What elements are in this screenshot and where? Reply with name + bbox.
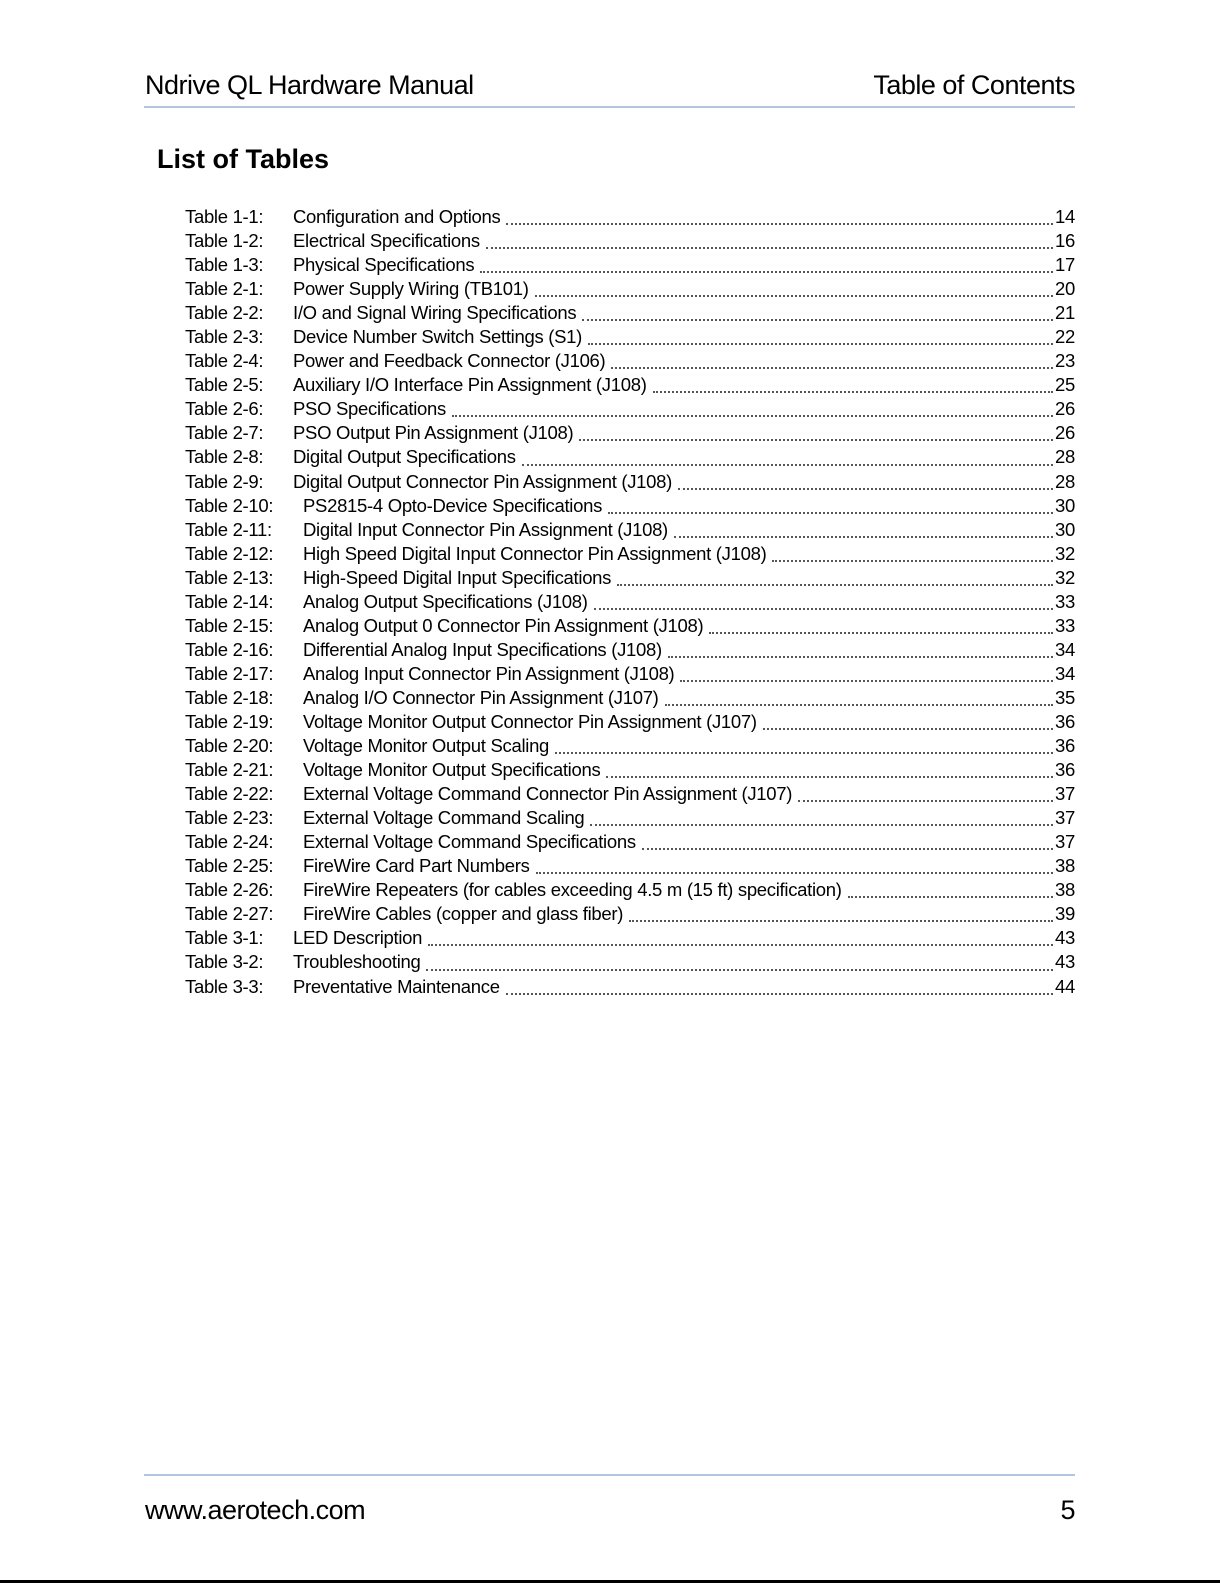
page-number: 20 (1055, 278, 1075, 300)
dot-leader (629, 920, 1053, 922)
table-number: Table 2-12: (185, 542, 274, 564)
page-title: List of Tables (157, 144, 330, 174)
toc-entry[interactable] (185, 542, 1075, 566)
dot-leader (772, 560, 1053, 562)
dot-leader (426, 969, 1053, 971)
toc-entry[interactable] (185, 902, 1075, 926)
page-number: 28 (1055, 470, 1075, 492)
toc-entry[interactable] (185, 205, 1075, 229)
table-number: Table 2-9: (185, 470, 264, 492)
dot-leader (668, 656, 1053, 658)
toc-entry[interactable] (185, 662, 1075, 686)
table-number: Table 3-2: (185, 951, 264, 973)
dot-leader (606, 776, 1053, 778)
table-number: Table 2-16: (185, 638, 274, 660)
table-number: Table 2-21: (185, 759, 274, 781)
toc-entry[interactable] (185, 686, 1075, 710)
table-number: Table 2-4: (185, 350, 264, 372)
table-title[interactable]: FireWire Card Part Numbers (303, 855, 530, 877)
table-title[interactable]: Preventative Maintenance (293, 975, 500, 997)
page-number: 26 (1055, 422, 1075, 444)
table-title[interactable]: Configuration and Options (293, 206, 501, 227)
toc-entry[interactable] (185, 782, 1075, 806)
toc-entry[interactable] (185, 494, 1075, 518)
table-title[interactable]: Device Number Switch Settings (S1) (293, 326, 582, 348)
table-title[interactable]: Troubleshooting (293, 951, 421, 973)
table-number: Table 1-1: (185, 206, 264, 227)
table-number: Table 2-6: (185, 398, 264, 420)
dot-leader (522, 464, 1053, 466)
page-number: 34 (1055, 638, 1075, 660)
page-number: 37 (1055, 783, 1075, 805)
table-number: Table 2-15: (185, 614, 274, 636)
toc-entry[interactable] (185, 421, 1075, 445)
dot-leader (506, 223, 1053, 225)
dot-leader (588, 343, 1053, 345)
toc-entry[interactable] (185, 253, 1075, 277)
dot-leader (665, 704, 1053, 706)
page-number: 21 (1055, 302, 1075, 324)
page-number: 22 (1055, 326, 1075, 348)
table-title[interactable]: Physical Specifications (293, 254, 475, 276)
table-title[interactable]: Digital Output Connector Pin Assignment (J108) (293, 470, 673, 492)
dot-leader (579, 439, 1053, 441)
page-number: 43 (1055, 951, 1075, 973)
dot-leader (674, 536, 1053, 538)
page-number: 33 (1055, 614, 1075, 636)
table-title[interactable]: High Speed Digital Input Connector Pin Assignment (J108) (303, 542, 767, 564)
table-title[interactable]: External Voltage Command Connector Pin Assignment (J107) (303, 783, 793, 805)
table-title[interactable]: Analog Output 0 Connector Pin Assignment (J108) (303, 614, 704, 636)
page-number: 16 (1055, 230, 1075, 252)
page-number: 36 (1055, 759, 1075, 781)
dot-leader (555, 752, 1053, 754)
page-number: 44 (1055, 975, 1075, 997)
table-title[interactable]: External Voltage Command Scaling (303, 807, 585, 829)
table-title[interactable]: PSO Output Pin Assignment (J108) (293, 422, 574, 444)
page-number: 30 (1055, 518, 1075, 540)
toc-entry[interactable] (185, 566, 1075, 590)
toc-entry[interactable] (185, 638, 1075, 662)
dot-leader (506, 993, 1053, 995)
page-number: 38 (1055, 879, 1075, 901)
table-number: Table 2-10: (185, 494, 274, 516)
toc-entry[interactable] (185, 758, 1075, 782)
table-title[interactable]: External Voltage Command Specifications (303, 831, 636, 853)
table-number: Table 2-8: (185, 446, 264, 468)
table-number: Table 2-25: (185, 855, 274, 877)
table-number: Table 2-3: (185, 326, 264, 348)
page-number: 28 (1055, 446, 1075, 468)
dot-leader (709, 632, 1053, 634)
footer-divider (144, 1474, 1075, 1476)
dot-leader (678, 488, 1053, 490)
dot-leader (680, 680, 1053, 682)
table-title[interactable]: Differential Analog Input Specifications (J108) (303, 638, 662, 660)
toc-entry[interactable] (185, 614, 1075, 638)
dot-leader (653, 391, 1053, 393)
page-number: 32 (1055, 542, 1075, 564)
page-number: 39 (1055, 903, 1075, 925)
toc-entry[interactable] (185, 806, 1075, 830)
toc-entry[interactable] (185, 373, 1075, 397)
table-number: Table 2-23: (185, 807, 274, 829)
toc-entry[interactable] (185, 710, 1075, 734)
page-number: 37 (1055, 831, 1075, 853)
toc-entry[interactable] (185, 734, 1075, 758)
table-number: Table 2-5: (185, 374, 264, 396)
table-number: Table 2-19: (185, 710, 274, 732)
page-number: 36 (1055, 710, 1075, 732)
dot-leader (594, 608, 1053, 610)
table-number: Table 2-20: (185, 735, 274, 757)
table-number: Table 3-3: (185, 975, 264, 997)
page-number: 26 (1055, 398, 1075, 420)
toc-entry[interactable] (185, 830, 1075, 854)
page-number: 43 (1055, 927, 1075, 949)
page-number: 17 (1055, 254, 1075, 276)
table-title[interactable]: High-Speed Digital Input Specifications (303, 566, 612, 588)
table-number: Table 2-26: (185, 879, 274, 901)
dot-leader (535, 295, 1053, 297)
toc-entry[interactable] (185, 950, 1075, 974)
table-title[interactable]: Analog I/O Connector Pin Assignment (J107) (303, 686, 659, 708)
page-number: 23 (1055, 350, 1075, 372)
page-number: 25 (1055, 374, 1075, 396)
toc-entry[interactable] (185, 878, 1075, 902)
page-number: 34 (1055, 662, 1075, 684)
page-number: 33 (1055, 590, 1075, 612)
footer-website: www.aerotech.com (145, 1495, 366, 1525)
toc-entry[interactable] (185, 518, 1075, 542)
table-title[interactable]: Digital Output Specifications (293, 446, 516, 468)
table-title[interactable]: Power Supply Wiring (TB101) (293, 278, 529, 300)
table-number: Table 3-1: (185, 927, 264, 949)
dot-leader (536, 872, 1053, 874)
toc-entry[interactable] (185, 854, 1075, 878)
table-number: Table 2-22: (185, 783, 274, 805)
page-number: 32 (1055, 566, 1075, 588)
dot-leader (617, 584, 1053, 586)
table-title[interactable]: Voltage Monitor Output Specifications (303, 759, 601, 781)
header-divider (144, 106, 1075, 108)
table-title[interactable]: Power and Feedback Connector (J106) (293, 350, 606, 372)
section-title: Table of Contents (873, 70, 1075, 100)
table-number: Table 2-1: (185, 278, 264, 300)
table-title[interactable]: FireWire Repeaters (for cables exceeding 4.5 m (15 ft) specification) (303, 879, 842, 901)
toc-entry[interactable] (185, 277, 1075, 301)
toc-entry[interactable] (185, 926, 1075, 950)
list-of-tables (185, 205, 1075, 999)
table-number: Table 2-2: (185, 302, 264, 324)
table-title[interactable]: Analog Input Connector Pin Assignment (J108) (303, 662, 675, 684)
dot-leader (642, 848, 1053, 850)
table-number: Table 2-11: (185, 518, 272, 540)
dot-leader (848, 896, 1053, 898)
footer-page-number: 5 (1060, 1495, 1075, 1525)
dot-leader (428, 944, 1053, 946)
table-number: Table 2-14: (185, 590, 274, 612)
table-number: Table 2-24: (185, 831, 274, 853)
toc-entry[interactable] (185, 470, 1075, 494)
table-number: Table 2-13: (185, 566, 274, 588)
table-title[interactable]: PSO Specifications (293, 398, 446, 420)
table-number: Table 2-17: (185, 662, 274, 684)
manual-title: Ndrive QL Hardware Manual (145, 70, 474, 100)
dot-leader (590, 824, 1053, 826)
page-number: 37 (1055, 807, 1075, 829)
toc-entry[interactable] (185, 445, 1075, 469)
dot-leader (608, 512, 1053, 514)
toc-entry[interactable] (185, 301, 1075, 325)
toc-entry[interactable] (185, 349, 1075, 373)
table-number: Table 1-2: (185, 230, 264, 252)
page-number: 14 (1055, 206, 1075, 227)
table-title[interactable]: Digital Input Connector Pin Assignment (J108) (303, 518, 668, 540)
table-title[interactable]: Voltage Monitor Output Scaling (303, 735, 550, 757)
page-number: 38 (1055, 855, 1075, 877)
table-number: Table 2-27: (185, 903, 274, 925)
dot-leader (763, 728, 1053, 730)
table-title[interactable]: LED Description (293, 927, 423, 949)
dot-leader (452, 415, 1053, 417)
dot-leader (480, 271, 1053, 273)
table-title[interactable]: FireWire Cables (copper and glass fiber) (303, 903, 624, 925)
toc-entry[interactable] (185, 397, 1075, 421)
table-title[interactable]: Voltage Monitor Output Connector Pin Assignment (J107) (303, 710, 757, 732)
page-number: 30 (1055, 494, 1075, 516)
toc-entry[interactable] (185, 325, 1075, 349)
toc-entry[interactable] (185, 590, 1075, 614)
table-number: Table 1-3: (185, 254, 264, 276)
toc-entry[interactable] (185, 229, 1075, 253)
table-title[interactable]: Electrical Specifications (293, 230, 480, 252)
table-title[interactable]: PS2815-4 Opto-Device Specifications (303, 494, 603, 516)
dot-leader (798, 800, 1053, 802)
table-number: Table 2-18: (185, 686, 274, 708)
dot-leader (582, 319, 1053, 321)
dot-leader (486, 247, 1053, 249)
table-title[interactable]: Auxiliary I/O Interface Pin Assignment (J108) (293, 374, 647, 396)
table-title[interactable]: I/O and Signal Wiring Specifications (293, 302, 577, 324)
table-number: Table 2-7: (185, 422, 264, 444)
dot-leader (611, 367, 1053, 369)
toc-entry[interactable] (185, 975, 1075, 999)
page-number: 36 (1055, 735, 1075, 757)
table-title[interactable]: Analog Output Specifications (J108) (303, 590, 588, 612)
page-number: 35 (1055, 686, 1075, 708)
